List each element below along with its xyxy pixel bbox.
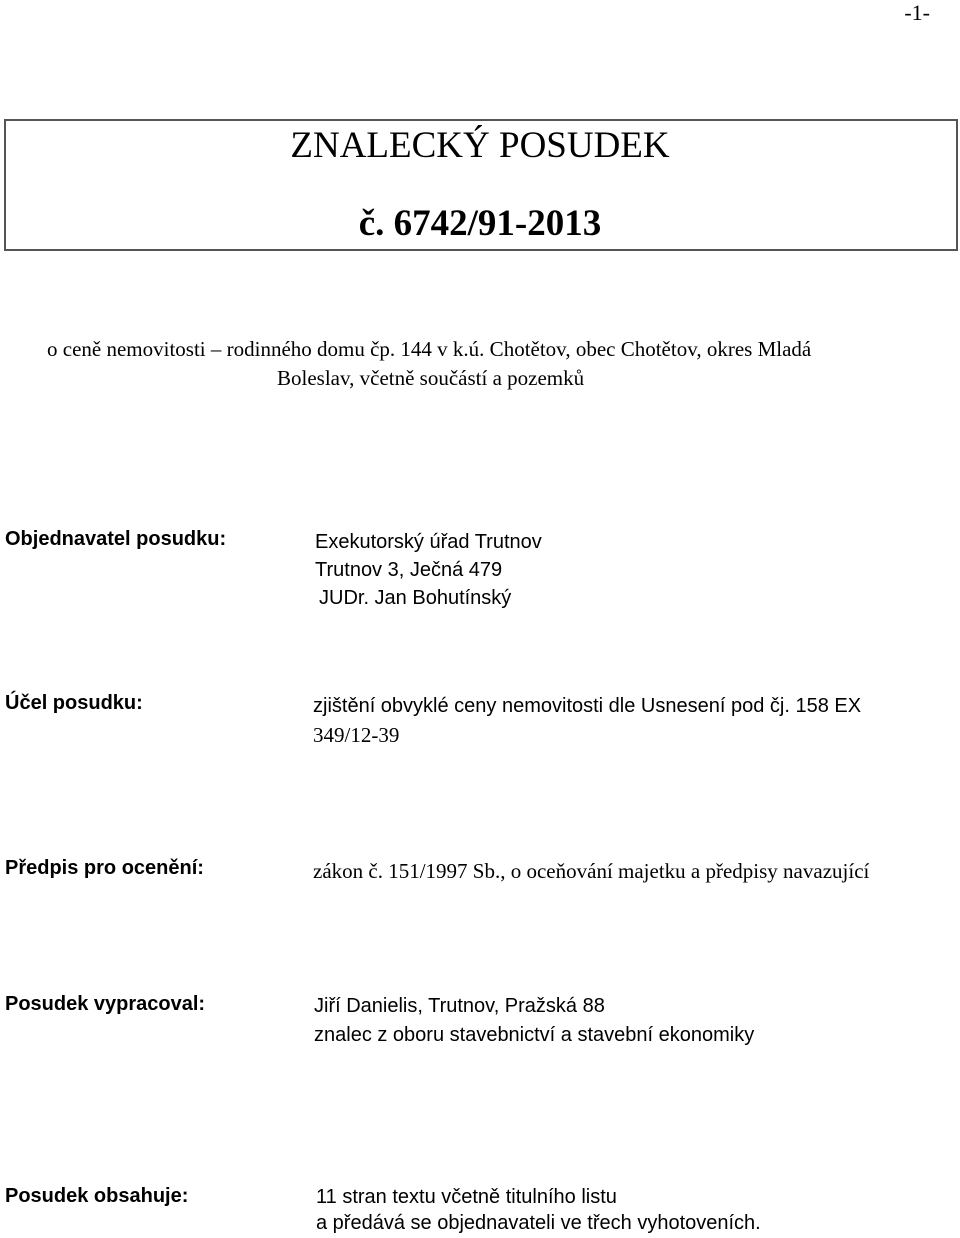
objednavatel-line: JUDr. Jan Bohutínský — [319, 587, 512, 609]
subject-text — [47, 335, 907, 393]
objednavatel-line: Exekutorský úřad Trutnov — [315, 531, 542, 553]
document-title: ZNALECKÝ POSUDEK — [290, 125, 670, 166]
objednavatel-line: Trutnov 3, Ječná 479 — [315, 559, 503, 581]
predpis-line: zákon č. 151/1997 Sb., o oceňování majetku a předpisy navazující — [313, 859, 870, 883]
page-number: -1- — [904, 0, 930, 25]
objednavatel-value — [315, 528, 542, 612]
vypracoval-value — [314, 992, 754, 1050]
ucel-line: zjištění obvyklé ceny nemovitosti dle Usnesení pod čj. 158 EX — [313, 695, 862, 717]
obsahuje-line: 11 stran textu včetně titulního listu — [316, 1186, 617, 1208]
ucel-label: Účel posudku: — [5, 692, 143, 714]
subject-line-1: o ceně nemovitosti – rodinného domu čp. 144 v k.ú. Chotětov, obec Chotětov, okres Mladá — [47, 337, 812, 361]
obsahuje-value — [316, 1184, 761, 1236]
predpis-label: Předpis pro ocenění: — [5, 857, 204, 879]
subject-line-2: Boleslav, včetně součástí a pozemků — [277, 366, 585, 390]
vypracoval-label: Posudek vypracoval: — [5, 993, 206, 1015]
vypracoval-line: znalec z oboru stavebnictví a stavební ekonomiky — [314, 1024, 755, 1046]
obsahuje-line: a předává se objednavateli ve třech vyhotoveních. — [316, 1212, 761, 1234]
document-number: č. 6742/91-2013 — [358, 203, 602, 244]
predpis-value — [313, 857, 869, 886]
obsahuje-label: Posudek obsahuje: — [5, 1185, 189, 1207]
ucel-value — [313, 692, 861, 750]
objednavatel-label: Objednavatel posudku: — [5, 528, 227, 550]
vypracoval-line: Jiří Danielis, Trutnov, Pražská 88 — [314, 995, 605, 1017]
ucel-line: 349/12-39 — [313, 723, 400, 747]
